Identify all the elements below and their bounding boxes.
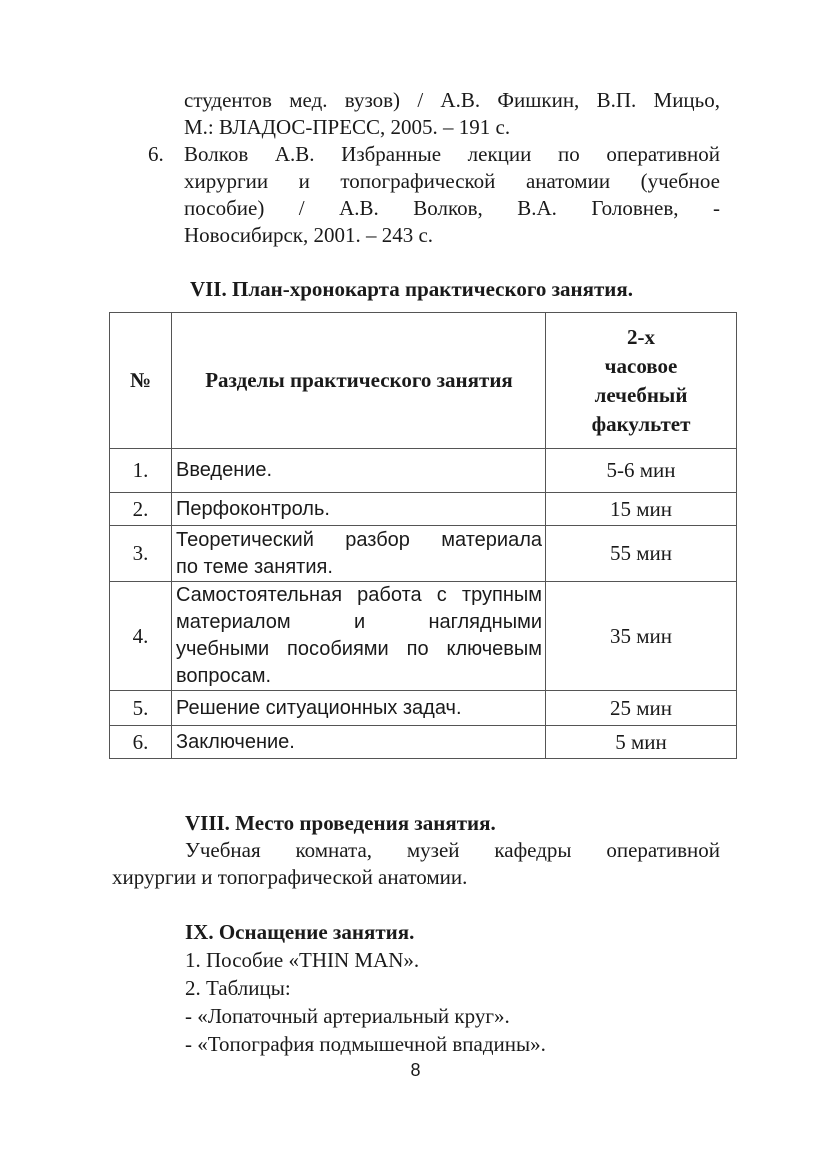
table-row (110, 449, 737, 493)
page-number: 8 (410, 1060, 421, 1080)
reference-line: Новосибирск, 2001. – 243 с. (184, 223, 434, 247)
row-section-line: Заключение. (176, 730, 295, 753)
section-9 (185, 918, 745, 1058)
row-section (172, 726, 546, 759)
row-time: 5 мин (546, 726, 737, 759)
header-time-line: часовое (604, 353, 678, 378)
row-section-line: Перфоконтроль. (176, 497, 330, 520)
row-section-line: Решение ситуационных задач. (176, 696, 462, 719)
reference-list (140, 87, 720, 249)
row-section-line: Теоретический разбор материала (176, 528, 542, 551)
row-time: 55 мин (546, 526, 737, 582)
table-row (110, 691, 737, 726)
table-row (110, 493, 737, 526)
section-8-title: VIII. Место проведения занятия. (185, 811, 496, 835)
section-8-text (112, 837, 720, 891)
equipment-item: - «Лопаточный артериальный круг». (185, 1004, 510, 1028)
table-row (110, 726, 737, 759)
reference-item-6 (140, 141, 720, 249)
row-section (172, 526, 546, 582)
equipment-item: 1. Пособие «THIN MAN». (185, 948, 420, 972)
row-section-line: Самостоятельная работа с трупным (176, 584, 542, 606)
header-time (546, 313, 737, 449)
row-section (172, 691, 546, 726)
row-section (172, 493, 546, 526)
header-time-line: лечебный (594, 382, 688, 407)
row-number: 5. (110, 691, 172, 726)
section-7-title (0, 276, 831, 303)
row-number: 1. (110, 449, 172, 493)
equipment-item: - «Топография подмышечной впадины». (185, 1032, 546, 1056)
row-number: 2. (110, 493, 172, 526)
reference-line: Волков А.В. Избранные лекции по оперативной (184, 142, 720, 166)
row-section-line: Введение. (176, 459, 273, 481)
section-7-title-text: VII. План-хронокарта практического занятия. (189, 277, 634, 301)
reference-line: хирургии и топографической анатомии (учебное (184, 169, 720, 193)
table-row (110, 526, 737, 582)
row-number: 4. (110, 582, 172, 691)
reference-line: студентов мед. вузов) / А.В. Фишкин, В.П. Мицьо, (184, 88, 720, 112)
section-8-line: Учебная комната, музей кафедры оперативной (185, 838, 720, 862)
reference-line: пособие) / А.В. Волков, В.А. Головнев, - (184, 196, 720, 220)
row-section-line: материалом и наглядными (176, 611, 542, 633)
row-section (172, 449, 546, 493)
reference-number: 6. (148, 142, 164, 166)
row-section (172, 582, 546, 691)
reference-line: М.: ВЛАДОС-ПРЕСС, 2005. – 191 с. (184, 115, 511, 139)
row-time: 15 мин (546, 493, 737, 526)
row-time: 35 мин (546, 582, 737, 691)
row-section-line: учебными пособиями по ключевым (176, 638, 542, 660)
equipment-item: 2. Таблицы: (185, 976, 291, 1000)
header-time-line: 2-х (627, 324, 655, 349)
reference-continuation (140, 87, 720, 141)
section-8-line: хирургии и топографической анатомии. (112, 865, 468, 889)
header-section: Разделы практического занятия (172, 313, 546, 449)
row-number: 6. (110, 726, 172, 759)
table-row (110, 582, 737, 691)
schedule-table (109, 312, 737, 759)
row-time: 5-6 мин (546, 449, 737, 493)
row-section-line: по теме занятия. (176, 555, 333, 578)
row-number: 3. (110, 526, 172, 582)
table-header-row (110, 313, 737, 449)
section-9-title: IX. Оснащение занятия. (185, 920, 415, 944)
header-number: № (110, 313, 172, 449)
row-time: 25 мин (546, 691, 737, 726)
row-section-line: вопросам. (176, 665, 272, 687)
header-time-line: факультет (591, 411, 691, 436)
